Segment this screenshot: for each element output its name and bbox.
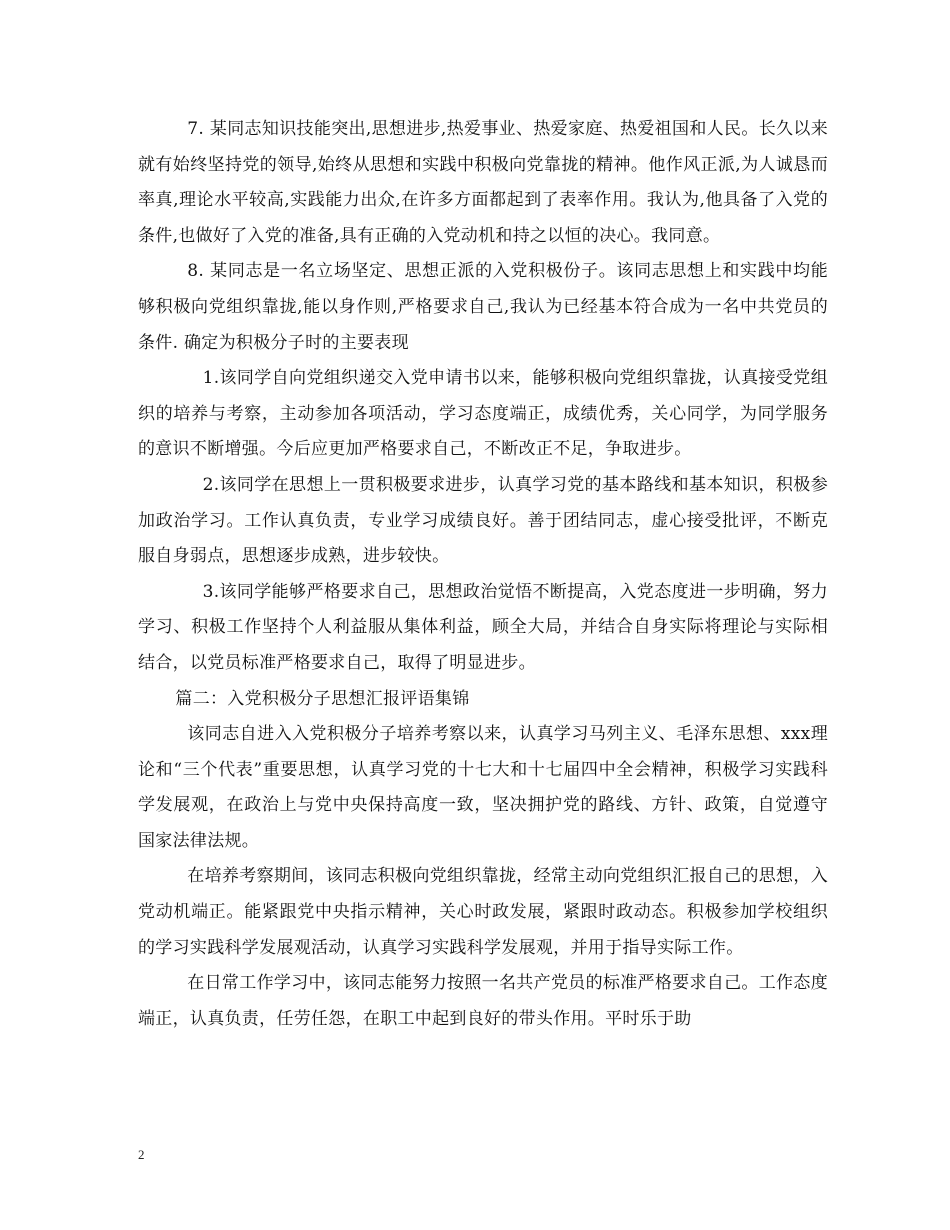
list-item: 2.该同学在思想上一贯积极要求进步，认真学习党的基本路线和基本知识，积极参加政治学习。工作认真负责，专业学习成绩良好。善于团结同志，虚心接受批评，不断克服自身弱点，思想逐步成熟，进步较快。 bbox=[138, 474, 828, 567]
body-paragraph: 该同志自进入入党积极分子培养考察以来，认真学习马列主义、毛泽东思想、xxx理论和“三个代表”重要思想，认真学习党的十七大和十七届四中全会精神，积极学习实践科学发展观，在政治上与党中央保持高度一致，坚决拥护党的路线、方针、政策，自觉遵守国家法律法规。 bbox=[138, 724, 828, 851]
body-paragraph: 在培养考察期间，该同志积极向党组织靠拢，经常主动向党组织汇报自己的思想，入党动机端正。能紧跟党中央指示精神，关心时政发展，紧跟时政动态。积极参加学校组织的学习实践科学发展观活动，认真学习实践科学发展观，并用于指导实际工作。 bbox=[138, 866, 828, 958]
page-number: 2 bbox=[138, 1147, 145, 1162]
document-body bbox=[138, 112, 828, 1037]
body-paragraph: 在日常工作学习中，该同志能努力按照一名共产党员的标准严格要求自己。工作态度端正，认真负责，任劳任怨，在职工中起到良好的带头作用。平时乐于助 bbox=[138, 973, 828, 1029]
list-item: 3.该同学能够严格要求自己，思想政治觉悟不断提高，入党态度进一步明确，努力学习、积极工作坚持个人利益服从集体利益，顾全大局，并结合自身实际将理论与实际相结合，以党员标准严格要求自己，取得了明显进步。 bbox=[138, 581, 828, 673]
section-heading: 篇二：入党积极分子思想汇报评语集锦 bbox=[175, 688, 470, 709]
list-item: 1.该同学自向党组织递交入党申请书以来，能够积极向党组织靠拢，认真接受党组织的培养与考察，主动参加各项活动，学习态度端正，成绩优秀，关心同学，为同学服务的意识不断增强。今后应更加严格要求自己，不断改正不足，争取进步。 bbox=[138, 368, 828, 460]
paragraph-7: 7. 某同志知识技能突出,思想进步,热爱事业、热爱家庭、热爱祖国和人民。长久以来就有始终坚持党的领导,始终从思想和实践中积极向党靠拢的精神。他作风正派,为人诚恳而率真,理论水平较高,实践能力出众,在许多方面都起到了表率作用。我认为,他具备了入党的条件,也做好了入党的准备,具有正确的入党动机和持之以恒的决心。我同意。 bbox=[138, 119, 828, 246]
paragraph-8: 8. 某同志是一名立场坚定、思想正派的入党积极份子。该同志思想上和实践中均能够积极向党组织靠拢,能以身作则,严格要求自己,我认为已经基本符合成为一名中共党员的条件. 确定为积极分子时的主要表现 bbox=[138, 261, 828, 353]
